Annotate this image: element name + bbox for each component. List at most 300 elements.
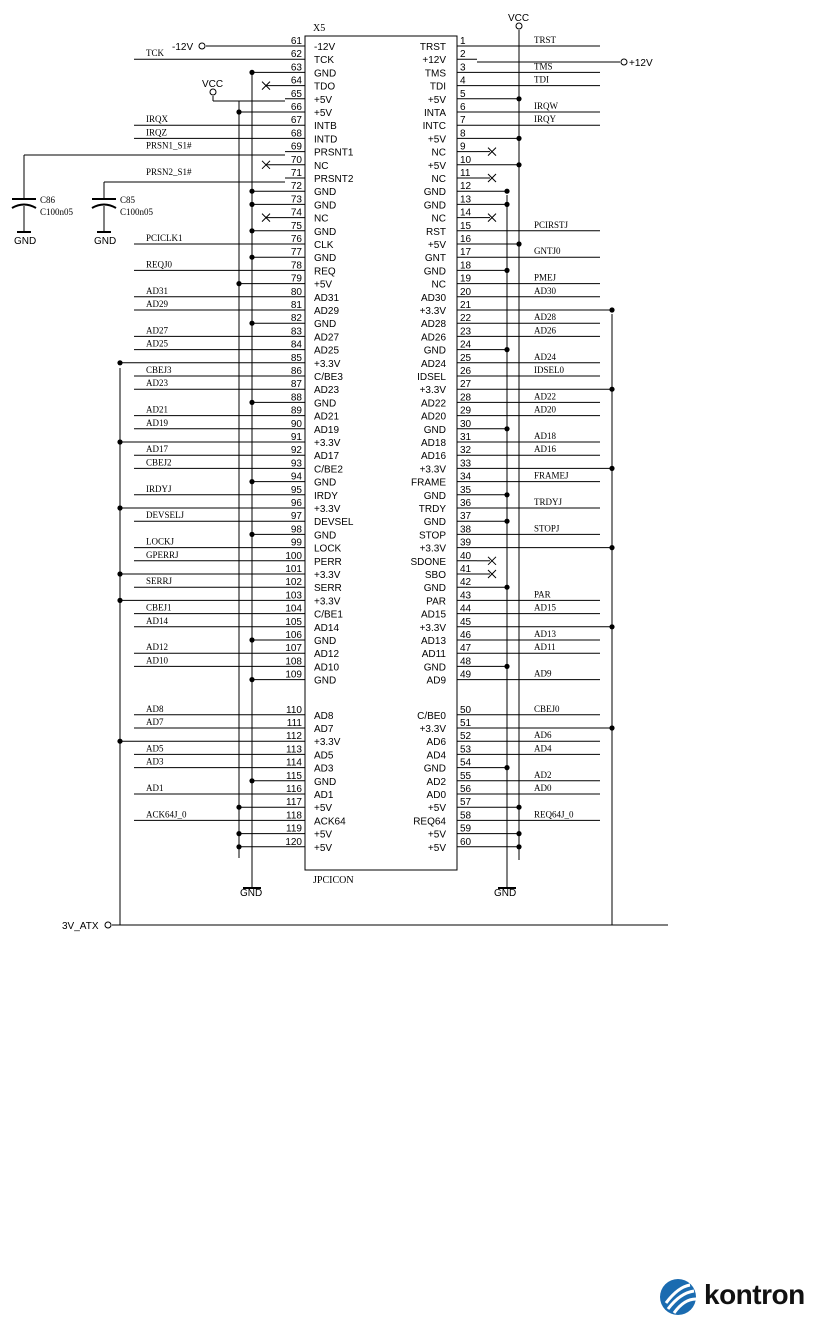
pin-name: NC — [314, 213, 329, 225]
pin-name: AD29 — [314, 306, 340, 317]
pin-number: 89 — [290, 405, 302, 417]
junction-dot — [117, 439, 122, 444]
pin-name: AD3 — [314, 763, 334, 775]
junction-dot — [249, 637, 254, 642]
pin-name: GND — [314, 253, 337, 265]
junction-dot — [117, 360, 122, 365]
pin-number: 100 — [285, 550, 302, 562]
pin-name: GND — [423, 662, 446, 674]
junction-dot — [609, 387, 614, 392]
pin-number: 50 — [460, 704, 472, 716]
pin-name: +3.3V — [314, 504, 341, 515]
pin-name: GND — [314, 530, 337, 542]
pin-number: 78 — [290, 260, 302, 272]
pin-number: 109 — [285, 669, 302, 681]
net-label: AD24 — [534, 351, 556, 362]
net-label: TCK — [146, 48, 164, 59]
pin-number: 80 — [290, 286, 302, 298]
pin-number: 65 — [290, 88, 302, 100]
junction-dot — [504, 765, 509, 770]
pin-number: 33 — [460, 458, 472, 470]
pin-name: AD7 — [314, 724, 334, 735]
pin-number: 42 — [460, 577, 472, 589]
pin-number: 105 — [285, 616, 302, 628]
pin-name: GND — [423, 187, 446, 199]
pin-name: GND — [423, 517, 446, 529]
net-label: TMS — [534, 61, 553, 72]
kontron-globe-icon — [658, 1277, 700, 1317]
net-label: PMEJ — [534, 272, 557, 283]
pin-number: 3 — [460, 62, 466, 74]
pin-name: SERR — [314, 583, 342, 595]
pin-name: GND — [423, 424, 446, 436]
net-label: AD13 — [534, 629, 556, 639]
net-label: AD23 — [146, 378, 168, 389]
pin-number: 58 — [460, 810, 472, 822]
pin-name: C/BE1 — [314, 609, 343, 621]
pin-name: PERR — [314, 556, 342, 568]
pin-number: 9 — [460, 141, 466, 153]
pin-name: AD23 — [314, 385, 340, 397]
pin-name: AD5 — [314, 750, 334, 762]
net-label: DEVSELJ — [146, 510, 184, 521]
pin-number: 76 — [290, 234, 302, 245]
pin-number: 82 — [290, 313, 302, 325]
pin-number: 54 — [460, 757, 472, 769]
pin-name: INTC — [422, 121, 446, 133]
pin-number: 91 — [290, 432, 302, 443]
pin-number: 114 — [286, 757, 302, 769]
pin-111 — [134, 717, 334, 735]
pin-number: 101 — [285, 564, 302, 575]
pin-number: 37 — [460, 511, 472, 523]
net-label: AD11 — [534, 642, 556, 653]
pin-name: AD12 — [314, 649, 340, 661]
pin-number: 67 — [290, 115, 302, 127]
gnd-label-right: GND — [494, 888, 517, 899]
pin-name: C/BE3 — [314, 372, 343, 383]
pin-name: +3.3V — [419, 724, 446, 735]
component-ref: X5 — [313, 23, 326, 34]
c85-value: C100n05 — [120, 207, 154, 217]
pin-name: +5V — [427, 94, 446, 106]
pin-33 — [420, 458, 615, 475]
pin-name: INTA — [423, 108, 446, 119]
junction-dot — [504, 519, 509, 524]
net-label: IRQZ — [146, 127, 167, 138]
pin-51 — [420, 718, 615, 735]
pin-name: GND — [314, 200, 337, 212]
pin-name: GND — [314, 398, 337, 410]
pin-name: AD20 — [420, 411, 446, 423]
junction-dot — [504, 585, 509, 590]
net-label: PRSN2_S1# — [146, 167, 192, 177]
pin-number: 28 — [460, 392, 472, 404]
net-label: AD21 — [146, 404, 168, 415]
pin-number: 35 — [460, 484, 472, 496]
pin-name: +3.3V — [314, 358, 341, 370]
pin-name: PRSNT1 — [314, 147, 354, 159]
pin-81 — [134, 299, 339, 317]
net-label: IRQW — [534, 101, 558, 111]
pin-name: AD28 — [420, 319, 446, 331]
pin-name: AD21 — [314, 411, 340, 423]
net-label: PCIRSTJ — [534, 219, 569, 230]
pin-name: AD1 — [314, 790, 334, 801]
pin-number: 93 — [290, 458, 302, 470]
pin-number: 4 — [460, 75, 466, 87]
net-label: STOPJ — [534, 523, 560, 534]
pin-name: AD26 — [420, 332, 446, 344]
net-label: IRQX — [146, 114, 168, 125]
pin-name: GND — [423, 200, 446, 212]
pin-102 — [134, 576, 342, 594]
pin-name: INTD — [314, 134, 338, 146]
net-label: AD15 — [534, 602, 556, 613]
pin-number: 110 — [286, 704, 302, 716]
pin-name: +3.3V — [419, 464, 446, 476]
pin-name: +5V — [314, 279, 333, 291]
kontron-logo — [658, 1277, 834, 1317]
pin-number: 113 — [286, 744, 302, 756]
net-label: GPERRJ — [146, 549, 179, 560]
pin-name: +5V — [314, 108, 333, 119]
pin-number: 31 — [460, 432, 472, 443]
pin-name: GND — [423, 345, 446, 357]
junction-dot — [609, 466, 614, 471]
vcc-label-right: VCC — [508, 13, 530, 24]
pin-name: +5V — [427, 134, 446, 146]
pin-number: 39 — [460, 537, 472, 549]
pin-number: 5 — [460, 88, 466, 100]
pin-49 — [427, 669, 600, 687]
pin-number: 98 — [290, 524, 302, 536]
pin-name: AD4 — [426, 750, 446, 762]
pin-number: 103 — [285, 590, 302, 602]
junction-dot — [516, 844, 521, 849]
net-label: AD8 — [146, 703, 164, 714]
pin-name: INTB — [314, 121, 337, 133]
pin-number: 71 — [290, 168, 302, 179]
pin-number: 85 — [290, 352, 302, 364]
pin-name: +5V — [314, 803, 333, 815]
net-label: AD7 — [146, 717, 164, 727]
pin-name: FRAME — [411, 477, 446, 489]
net-label: CBEJ2 — [146, 457, 172, 468]
pin-name: REQ — [314, 266, 336, 278]
pin-name: +5V — [314, 94, 333, 106]
net-label: AD1 — [146, 783, 164, 793]
junction-dot — [249, 255, 254, 260]
junction-dot — [249, 189, 254, 194]
pin-53 — [427, 743, 600, 761]
pin-number: 73 — [290, 194, 302, 206]
junction-dot — [504, 268, 509, 273]
pin-number: 20 — [460, 286, 472, 298]
pin-name: SDONE — [410, 556, 446, 568]
pin-number: 16 — [460, 234, 472, 245]
pin-name: AD2 — [426, 776, 446, 788]
pin-name: +5V — [427, 803, 446, 815]
pin-number: 38 — [460, 524, 472, 536]
pin-number: 84 — [290, 339, 302, 351]
pin-name: IDSEL — [417, 372, 446, 383]
pin-name: TRST — [419, 42, 446, 53]
pin-21 — [420, 300, 615, 317]
net-label: AD4 — [534, 743, 552, 754]
net-label: TDI — [534, 74, 549, 85]
static-wiring — [12, 23, 668, 928]
junction-dot — [117, 571, 122, 576]
pin-number: 77 — [290, 247, 302, 259]
pin-number: 40 — [460, 550, 472, 562]
pin-name: AD31 — [314, 292, 340, 304]
pin-78 — [134, 259, 336, 277]
pin-number: 30 — [460, 418, 472, 430]
net-label: GNTJ0 — [534, 246, 561, 257]
pin-114 — [134, 757, 334, 775]
pin-number: 53 — [460, 744, 472, 756]
junction-dot — [249, 778, 254, 783]
pin-38 — [419, 523, 600, 541]
pin-name: GND — [314, 675, 337, 687]
pin-84 — [134, 339, 339, 357]
net-label: AD12 — [146, 642, 168, 653]
pin-number: 118 — [286, 810, 302, 822]
pin-name: +3.3V — [314, 438, 341, 449]
pin-number: 111 — [286, 718, 302, 729]
pin-number: 25 — [460, 352, 472, 364]
net-label: AD28 — [534, 312, 556, 323]
pin-number: 14 — [460, 207, 472, 219]
pin-number: 1 — [460, 36, 466, 47]
p12v-port — [621, 59, 627, 65]
pin-name: +5V — [427, 829, 446, 841]
pin-56 — [427, 783, 600, 801]
net-label: AD30 — [534, 285, 556, 296]
pin-number: 68 — [290, 128, 302, 140]
pin-number: 8 — [460, 128, 466, 140]
pin-number: 64 — [290, 75, 302, 87]
pin-number: 27 — [460, 379, 472, 391]
pin-name: AD6 — [426, 737, 446, 749]
net-label: ACK64J_0 — [146, 809, 187, 820]
pin-number: 108 — [285, 656, 302, 668]
pin-name: +5V — [314, 842, 333, 854]
pin-number: 86 — [290, 366, 302, 377]
pin-number: 19 — [460, 273, 472, 285]
pin-32 — [421, 444, 600, 462]
pin-number: 21 — [460, 300, 472, 311]
pin-number: 44 — [460, 603, 472, 615]
pin-number: 120 — [285, 836, 302, 848]
pin-number: 49 — [460, 669, 472, 681]
pin-number: 23 — [460, 326, 472, 338]
junction-dot — [236, 831, 241, 836]
pin-number: 6 — [460, 102, 466, 113]
component-part: JPCICON — [313, 875, 354, 886]
pin-number: 83 — [290, 326, 302, 338]
pin-name: STOP — [418, 530, 446, 542]
junction-dot — [249, 228, 254, 233]
net-label: AD6 — [534, 730, 552, 741]
net-label: REQJ0 — [146, 259, 173, 270]
pin-17 — [425, 246, 600, 264]
pin-name: GND — [314, 776, 337, 788]
pin-name: +5V — [427, 240, 446, 251]
net-label: AD9 — [534, 668, 552, 679]
pin-7 — [423, 114, 600, 132]
pin-28 — [421, 391, 600, 409]
junction-dot — [117, 598, 122, 603]
pin-number: 45 — [460, 616, 472, 628]
pin-number: 116 — [286, 784, 302, 795]
left-pin-group — [117, 36, 354, 854]
pin-name: GND — [423, 763, 446, 775]
junction-dot — [516, 831, 521, 836]
junction-dot — [516, 241, 521, 246]
net-label: TRDYJ — [534, 497, 563, 507]
pin-108 — [134, 655, 339, 673]
pin-116 — [134, 783, 334, 801]
net-label: CBEJ0 — [534, 703, 560, 714]
pin-number: 11 — [460, 168, 471, 179]
pin-25 — [421, 352, 600, 370]
net-label: TRST — [534, 35, 557, 45]
pin-name: AD22 — [420, 398, 446, 410]
junction-dot — [609, 725, 614, 730]
pin-95 — [134, 484, 338, 502]
pin-name: +5V — [427, 160, 446, 172]
net-label: AD16 — [534, 444, 556, 455]
pin-number: 7 — [460, 115, 466, 127]
net-label: LOCKJ — [146, 536, 175, 547]
junction-dot — [516, 162, 521, 167]
pin-number: 97 — [290, 511, 302, 523]
net-label: REQ64J_0 — [534, 809, 574, 820]
pin-number: 90 — [290, 418, 302, 430]
gnd-label-left: GND — [240, 888, 263, 899]
pin-number: 15 — [460, 220, 472, 232]
pin-name: +12V — [422, 55, 446, 67]
pin-name: +3.3V — [314, 596, 341, 608]
pin-105 — [134, 616, 339, 634]
pin-100 — [134, 550, 342, 568]
pin-name: +3.3V — [419, 306, 446, 317]
junction-dot — [236, 281, 241, 286]
net-label: PAR — [534, 589, 551, 600]
pin-name: NC — [431, 213, 446, 225]
pin-number: 36 — [460, 498, 472, 509]
pin-76 — [134, 233, 334, 251]
pin-name: AD8 — [314, 710, 334, 722]
pin-name: AD10 — [314, 662, 340, 674]
pin-15 — [426, 220, 600, 238]
pin-number: 55 — [460, 770, 472, 782]
pin-name: LOCK — [314, 543, 342, 555]
pin-name: TRDY — [418, 504, 446, 515]
pin-number: 119 — [286, 823, 302, 835]
net-label: IRQY — [534, 114, 556, 125]
pin-number: 2 — [460, 49, 466, 61]
junction-dot — [249, 479, 254, 484]
pin-name: AD11 — [421, 649, 446, 661]
pin-number: 79 — [290, 273, 302, 285]
c86-ref: C86 — [40, 195, 56, 205]
pin-name: C/BE0 — [417, 710, 446, 722]
pin-number: 61 — [290, 36, 302, 47]
pin-name: AD9 — [426, 675, 446, 687]
pin-number: 22 — [460, 313, 472, 325]
pin-name: TCK — [314, 55, 334, 67]
pin-45 — [420, 617, 615, 634]
pin-55 — [427, 770, 600, 788]
m12v-label: -12V — [172, 42, 194, 53]
pin-name: AD0 — [426, 790, 446, 801]
pin-name: AD18 — [420, 438, 446, 449]
net-label: AD31 — [146, 285, 168, 296]
net-label: IDSEL0 — [534, 365, 564, 375]
pin-number: 102 — [285, 577, 302, 589]
p12v-label: +12V — [629, 58, 653, 69]
junction-dot — [516, 136, 521, 141]
pin-39 — [420, 538, 615, 555]
pin-name: TDO — [314, 81, 336, 93]
pin-number: 92 — [290, 445, 302, 457]
junction-dot — [249, 202, 254, 207]
net-label: AD20 — [534, 404, 556, 415]
pin-1 — [420, 35, 600, 53]
pin-name: RST — [426, 226, 446, 238]
pin-name: GND — [314, 636, 337, 647]
pin-number: 48 — [460, 656, 472, 668]
pin-number: 12 — [460, 181, 472, 193]
junction-dot — [504, 664, 509, 669]
pin-name: AD13 — [420, 636, 446, 647]
pin-number: 81 — [290, 300, 302, 311]
pin-number: 115 — [286, 770, 302, 782]
junction-dot — [504, 347, 509, 352]
pin-number: 24 — [460, 339, 472, 351]
pin-name: REQ64 — [413, 816, 446, 828]
right-pin-group — [410, 35, 614, 854]
pin-name: PAR — [426, 596, 446, 608]
pin-name: C/BE2 — [314, 464, 343, 476]
pin-number: 104 — [285, 603, 302, 615]
pin-name: +3.3V — [314, 737, 341, 749]
pin-number: 18 — [460, 260, 472, 272]
pin-23 — [421, 325, 600, 343]
pin-number: 62 — [290, 49, 302, 61]
pin-name: IRDY — [314, 490, 338, 502]
pin-name: AD25 — [314, 345, 340, 357]
pin-name: GND — [314, 319, 337, 331]
junction-dot — [249, 321, 254, 326]
pin-number: 95 — [290, 484, 302, 496]
pin-name: AD19 — [314, 424, 340, 436]
pin-number: 117 — [286, 797, 302, 809]
pin-name: GND — [423, 490, 446, 502]
pin-44 — [421, 603, 600, 621]
pin-27 — [420, 379, 615, 396]
pin-name: AD15 — [420, 609, 446, 621]
pin-number: 10 — [460, 154, 472, 166]
pin-number: 13 — [460, 194, 472, 206]
pin-3 — [425, 61, 600, 79]
pin-name: GND — [314, 68, 337, 80]
junction-dot — [249, 400, 254, 405]
pin-number: 47 — [460, 643, 472, 655]
